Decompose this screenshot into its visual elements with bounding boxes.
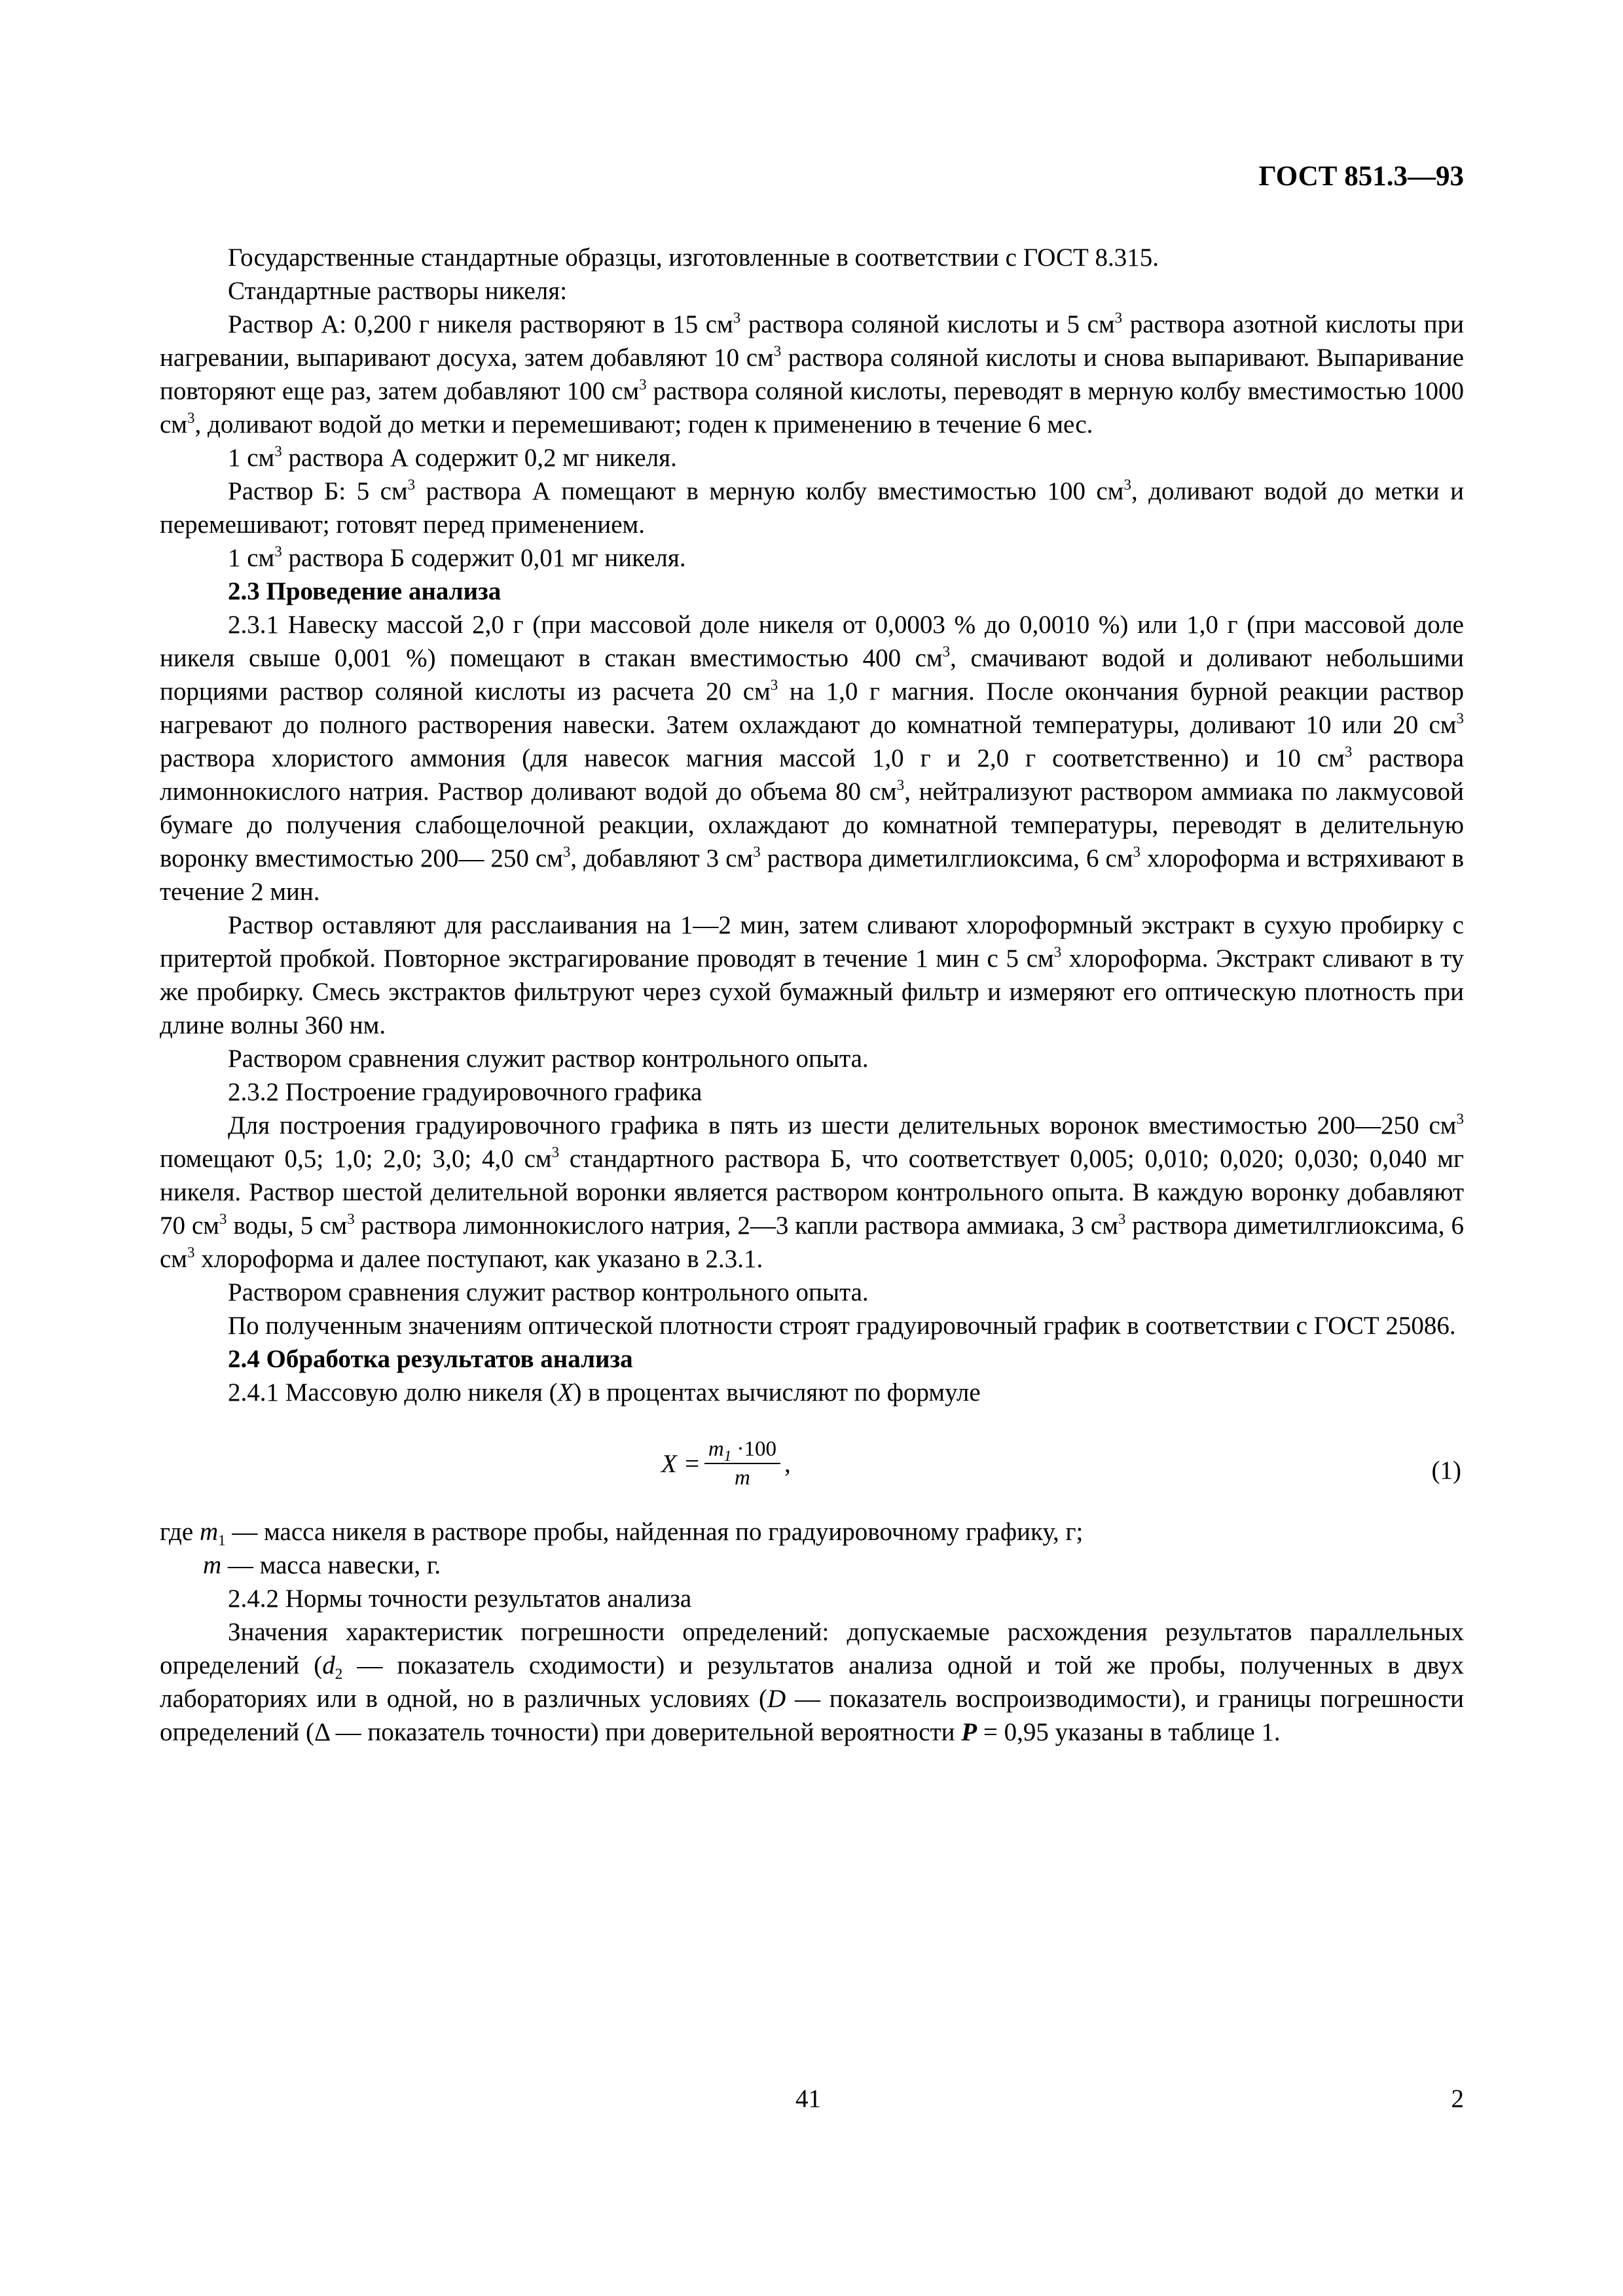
paragraph-solution-a: Раствор А: 0,200 г никеля растворяют в 15 $см^3$ раствора соляной кислоты и 5 $см^3$ раствора азотной кислоты при нагревании, выпаривают досуха, затем добавляют 10 $см^3$ раствора соляной кислоты и снова выпаривают. Выпаривание повторяют еще раз, затем добавляют 100 $см^3$ раствора соляной кислоты, переводят в мерную колбу вместимостью 1000 $см^3$, доливают водой до метки и перемешивают; годен к применению в течение 6 мес. [160,310,1464,439]
formula-definitions [160,1515,1464,1582]
paragraph-2-3-1: 2.3.1 Навеску массой 2,0 г (при массовой доле никеля от 0,0003 % до 0,0010 %) или 1,0 г (при массовой доле никеля свыше 0,001 %) помещают в стакан вместимостью 400 $см^3$, смачивают водой и доливают небольшими порциями раствор соляной кислоты из расчета 20 $см^3$ на 1,0 г магния. После окончания бурной реакции раствор нагревают до полного растворения навески. Затем охлаждают до комнатной температуры, доливают 10 или 20 $см^3$ раствора хлористого аммония (для навесок магния массой 1,0 г и 2,0 г соответственно) и 10 $см^3$ раствора лимоннокислого натрия. Раствор доливают водой до объема 80 $см^3$, нейтрализуют раствором аммиака по лакмусовой бумаге до получения слабощелочной реакции, охлаждают до комнатной температуры, переводят в делительную воронку вместимостью 200— 250 $см^3$, добавляют 3 $см^3$ раствора диметилглиоксима, 6 $см^3$ хлороформа и встряхивают в течение 2 мин. [160,611,1465,906]
paragraph-solution-b: Раствор Б: 5 $см^3$ раствора А помещают в мерную колбу вместимостью 100 $см^3$, доливают водой до метки и перемешивают; готовят перед применением. [160,476,1464,539]
document-code: ГОСТ 851.3—93 [1258,161,1464,192]
paragraph-extraction: Раствор оставляют для расслаивания на 1—2 мин, затем сливают хлороформный экстракт в сухую пробирку с притертой пробкой. Повторное экстрагирование проводят в течение 1 мин с 5 $см^3$ хлороформа. Экстракт сливают в ту же пробирку. Смесь экстрактов фильтруют через сухой бумажный фильтр и измеряют его оптическую плотность при длине волны 360 нм. [160,911,1464,1039]
paragraph-comparison-solution-1: Раствором сравнения служит раствор контрольного опыта. [228,1045,869,1073]
section-heading-2-4: 2.4 Обработка результатов анализа [228,1345,633,1373]
formula-block [160,1421,1464,1506]
paragraph-calibration-graph: По полученным значениям оптической плотности строят градуировочный график в соответствии с ГОСТ 25086. [228,1312,1456,1340]
formula-number: (1) [1431,1456,1461,1484]
paragraph-standard-solutions: Стандартные растворы никеля: [228,277,568,305]
paragraph-solution-a-content: 1 $см^3$ раствора А содержит 0,2 мг никеля. [228,443,677,472]
formula-fraction: $\frac{m_1 \cdot 100}{m}$ [704,1435,780,1492]
paragraph-2-4-2-title: 2.4.2 Нормы точности результатов анализа [228,1585,692,1613]
page-number: 41 [795,2085,821,2113]
paragraph-2-4-1: 2.4.1 Массовую долю никеля (X) в процентах вычисляют по формуле [228,1378,981,1407]
paragraph-solution-b-content: 1 $см^3$ раствора Б содержит 0,01 мг никеля. [228,543,686,572]
paragraph-2-3-2-title: 2.3.2 Построение градуировочного графика [228,1078,702,1106]
paragraph-comparison-solution-2: Раствором сравнения служит раствор контрольного опыта. [228,1278,869,1306]
section-heading-2-3: 2.3 Проведение анализа [228,577,501,605]
paragraph-accuracy-norms: Значения характеристик погрешности определений: допускаемые расхождения результатов параллельных определений ($d_2$ — показатель сходимости) и результатов анализа одной и той же пробы, полученных в двух лабораториях или в одной, но в различных условиях (D — показатель воспроизводимости), и границы погрешности определений (Δ — показатель точности) при доверительной вероятности P = 0,95 указаны в таблице 1. [160,1618,1464,1746]
paragraph-reference-materials: Государственные стандартные образцы, изготовленные в соответствии с ГОСТ 8.315. [228,243,1159,272]
sheet-number: 2 [1451,2085,1464,2113]
definition-m: m — масса навески, г. [203,1551,441,1579]
document-body [160,241,1464,1749]
definition-m1: где $m_1$ — масса никеля в растворе пробы, найденная по градуировочному графику, г; [160,1518,1084,1549]
formula-nickel-fraction: X = $\frac{m_1 \cdot 100}{m}$ , [661,1435,791,1492]
paragraph-calibration: Для построения градуировочного графика в пять из шести делительных воронок вместимостью 200—250 $см^3$ помещают 0,5; 1,0; 2,0; 3,0; 4,0 $см^3$ стандартного раствора Б, что соответствует 0,005; 0,010; 0,020; 0,030; 0,040 мг никеля. Раствор шестой делительной воронки является раствором контрольного опыта. В каждую воронку добавляют 70 $см^3$ воды, 5 $см^3$ раствора лимоннокислого натрия, 2—3 капли раствора аммиака, 3 $см^3$ раствора диметилглиоксима, 6 $см^3$ хлороформа и далее поступают, как указано в 2.3.1. [160,1111,1465,1273]
